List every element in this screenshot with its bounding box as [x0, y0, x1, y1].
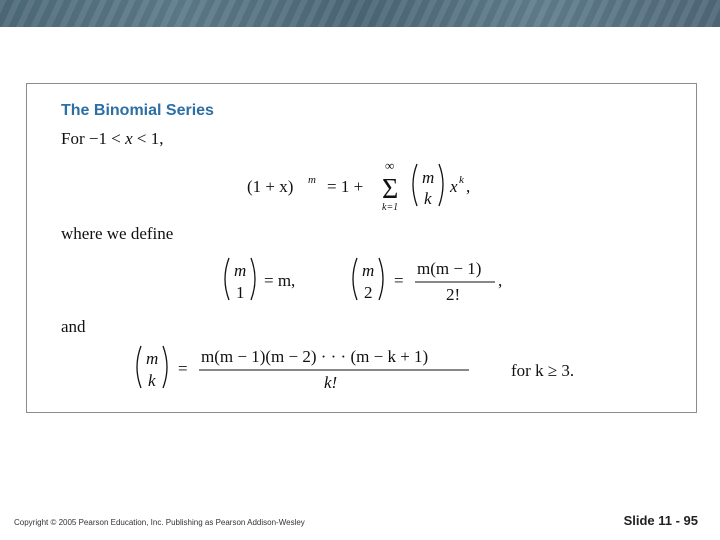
- where-text: where we define: [61, 224, 174, 243]
- sum-bottom: k=1: [382, 202, 399, 213]
- general-numerator: m(m − 1)(m − 2) · · · (m − k + 1): [201, 347, 429, 366]
- general-left-paren: [137, 346, 141, 388]
- term-base: x: [450, 177, 458, 196]
- binom-left-paren: [413, 164, 417, 206]
- binom-right-paren: [439, 164, 443, 206]
- condition-lower: −1: [88, 129, 107, 148]
- def1-left-paren: [225, 258, 229, 300]
- for-word: For: [61, 129, 85, 148]
- condition-upper: 1: [150, 129, 160, 148]
- def2-denominator: 2!: [446, 285, 461, 304]
- general-denominator: k!: [324, 373, 338, 392]
- def2-trail: ,: [498, 271, 503, 290]
- theorem-box: [26, 83, 697, 413]
- general-binom-bottom: k: [148, 371, 156, 390]
- general-binom-top: m: [146, 349, 159, 368]
- slide-number: Slide 11 - 95: [623, 513, 698, 528]
- sum-sigma: Σ: [382, 174, 399, 205]
- condition-line: [61, 129, 163, 149]
- def2-right-paren: [379, 258, 383, 300]
- term-exp: k: [459, 174, 464, 186]
- definitions-formula: [219, 254, 519, 310]
- sum-top: ∞: [385, 158, 395, 173]
- main-formula: [242, 156, 512, 216]
- def2-eq: =: [394, 271, 404, 290]
- main-binom-top: m: [422, 168, 435, 187]
- def1-binom-top: m: [234, 261, 247, 280]
- condition-comma: ,: [159, 129, 164, 148]
- def2-binom-bottom: 2: [364, 283, 373, 302]
- theorem-title: The Binomial Series: [61, 102, 214, 119]
- general-eq: =: [178, 359, 188, 378]
- and-text: and: [61, 317, 86, 336]
- header-bar: [0, 0, 720, 27]
- condition-var: x: [125, 129, 133, 148]
- general-right-paren: [163, 346, 167, 388]
- def1-right-paren: [251, 258, 255, 300]
- copyright-footer: Copyright © 2005 Pearson Education, Inc. Publishing as Pearson Addison-Wesley: [14, 518, 305, 527]
- main-trail: ,: [466, 177, 471, 196]
- def2-numerator: m(m − 1): [417, 259, 482, 278]
- main-binom-bottom: k: [424, 189, 432, 208]
- def1-binom-bottom: 1: [236, 283, 245, 302]
- main-lhs-exp: m: [308, 174, 316, 186]
- condition-lt2: <: [136, 129, 147, 148]
- general-condition: for k ≥ 3.: [511, 361, 575, 380]
- condition-lt1: <: [111, 129, 121, 148]
- def1-rhs: = m,: [264, 271, 296, 290]
- general-formula: [131, 342, 601, 398]
- def2-left-paren: [353, 258, 357, 300]
- main-eq: = 1 +: [327, 177, 364, 196]
- def2-binom-top: m: [362, 261, 375, 280]
- main-lhs: (1 + x): [247, 177, 294, 196]
